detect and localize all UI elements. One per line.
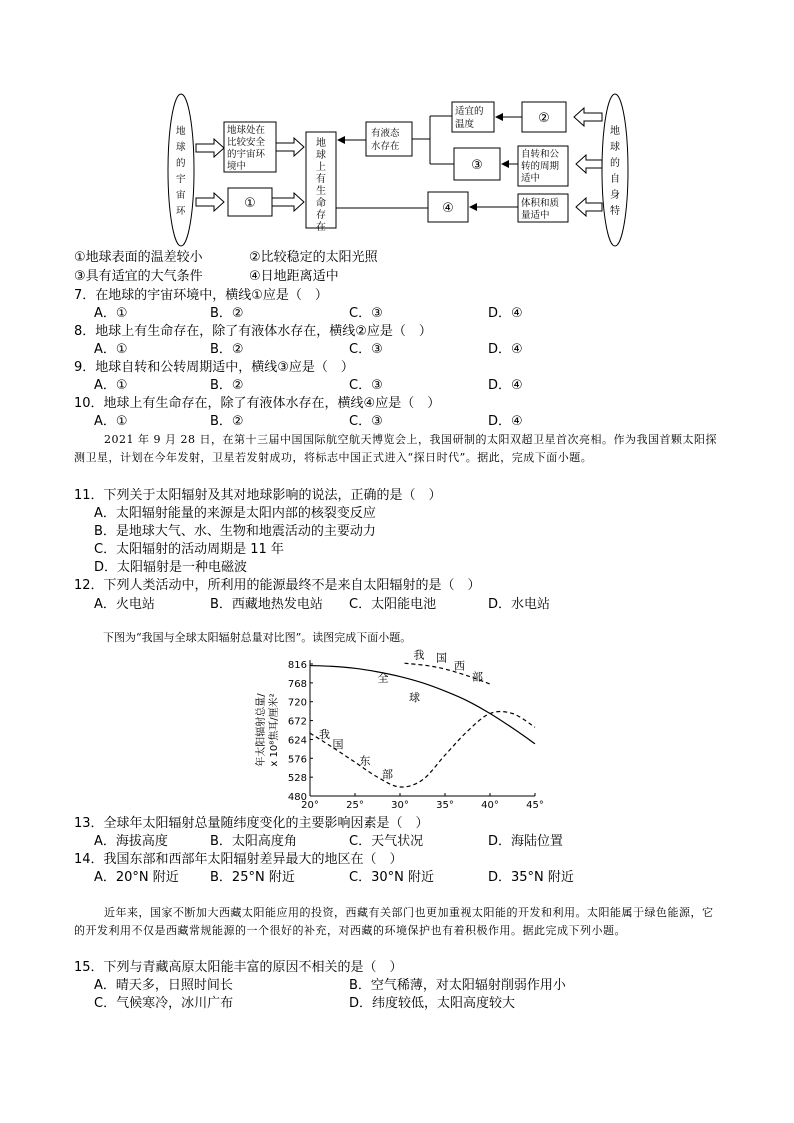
series-label-char: 西 [454,659,465,673]
question-8-option-d[interactable]: D．④ [488,342,523,357]
question-14-option-d[interactable]: D．35°N 附近 [488,870,574,885]
diagram-char: 地 [316,138,326,149]
series-label-char: 我 [413,648,425,662]
diagram-char: 有 [316,174,326,185]
question-12-option-a[interactable]: A．火电站 [94,597,155,612]
question-7-option-a[interactable]: A．① [94,306,128,321]
series-label-char: 我 [319,727,330,741]
y-tick-label: 720 [287,697,307,709]
hollow-arrow [576,155,602,173]
right-oval [602,94,628,246]
diagram-char: 球 [176,142,186,153]
x-tick-label: 45° [526,800,544,811]
question-11-option-a[interactable]: A．太阳辐射能量的来源是太阳内部的核裂变反应 [94,506,376,521]
question-9-option-a[interactable]: A．① [94,378,128,393]
y-axis-label: 年太阳辐射总量/ [256,693,267,767]
x-tick-label: 40° [481,800,499,811]
solar-radiation-chart [250,648,550,812]
series-china-east-line [310,712,535,787]
question-14-option-c[interactable]: C．30°N 附近 [349,870,434,885]
diagram-char: 生 [316,186,326,197]
earth-life-diagram [160,92,640,252]
question-9-option-b[interactable]: B．② [210,378,244,393]
diagram-char: 的 [610,158,620,169]
question-15-option-a[interactable]: A．晴天多，日照时间长 [94,978,233,993]
svg-text:①: ① [244,196,256,211]
question-8-option-c[interactable]: C．③ [349,342,383,357]
hollow-arrow [272,193,304,211]
y-axis-label: x 10⁸焦耳/厘米² [269,693,280,767]
series-global-line [310,666,535,744]
question-11-stem: 11．下列关于太阳辐射及其对地球影响的说法，正确的是（ ） [74,488,442,503]
question-15-option-d[interactable]: D．纬度较低，太阳高度较大 [349,996,516,1011]
svg-text:适宜的温度: 适宜的温度 [455,106,484,130]
diagram-char: 环 [176,206,186,217]
diagram-char: 命 [316,198,326,209]
question-8-stem: 8．地球上有生命存在，除了有液体水存在，横线②应是（ ） [74,324,432,339]
question-10-stem: 10．地球上有生命存在，除了有液体水存在，横线④应是（ ） [74,396,441,411]
diagram-char: 地 [176,126,186,137]
question-10-option-c[interactable]: C．③ [349,414,383,429]
left-oval [168,94,194,246]
question-7-option-c[interactable]: C．③ [349,306,383,321]
diagram-char: 宙 [176,190,186,201]
hollow-arrow [196,139,224,157]
question-13-option-b[interactable]: B．太阳高度角 [210,834,297,849]
svg-text:体积和质量适中: 体积和质量适中 [521,198,560,221]
question-13-option-c[interactable]: C．天气状况 [349,834,424,849]
diagram-char: 球 [316,150,326,161]
legend-item-4: ④日地距离适中 [249,269,339,284]
y-tick-label: 816 [287,660,307,671]
question-7-option-d[interactable]: D．④ [488,306,523,321]
y-tick-label: 480 [287,792,307,803]
legend-item-3: ③具有适宜的大气条件 [74,269,203,284]
hollow-arrow [576,198,602,216]
diagram-char: 特 [610,206,620,217]
question-9-option-c[interactable]: C．③ [349,378,383,393]
diagram-char: 上 [316,162,326,173]
question-10-option-b[interactable]: B．② [210,414,244,429]
svg-text:②: ② [538,111,550,126]
series-label-char: 部 [472,670,483,684]
legend-item-1: ①地球表面的温差较小 [74,250,203,265]
series-label-char: 部 [382,767,393,781]
chart-intro: 下图为“我国与全球太阳辐射总量对比图”。读图完成下面小题。 [103,631,412,644]
hollow-arrow [574,108,602,126]
hollow-arrow [196,193,224,211]
question-12-stem: 12．下列人类活动中，所利用的能源最终不是来自太阳辐射的是（ ） [74,578,481,593]
diagram-char: 的 [176,158,186,169]
diagram-char: 球 [610,142,620,153]
diagram-char: 在 [316,222,326,233]
x-tick-label: 35° [436,800,454,811]
series-label-char: 球 [409,690,420,704]
diagram-char: 身 [610,190,620,201]
y-tick-label: 672 [287,716,307,728]
series-label-char: 全 [377,671,389,685]
question-11-option-c[interactable]: C．太阳辐射的活动周期是 11 年 [94,542,284,557]
question-13-option-d[interactable]: D．海陆位置 [488,834,564,849]
x-tick-label: 25° [346,800,364,811]
series-label-char: 国 [436,651,447,665]
x-tick-label: 20° [301,800,319,811]
question-8-option-a[interactable]: A．① [94,342,128,357]
svg-text:④: ④ [442,201,454,216]
svg-text:地球处在比较安全 的宇宙环境中: 地球处在比较安全 的宇宙环境中 [227,125,266,172]
x-tick-label: 30° [391,800,409,811]
question-8-option-b[interactable]: B．② [210,342,244,357]
passage-tibet-solar: 近年来，国家不断加大西藏太阳能应用的投资，西藏有关部门也更加重视太阳能的开发和利用。太阳能属于绿色能源，它的开发利用不仅是西藏常规能源的一个很好的补充，对西藏的环境保护也有着积极作用。据此完成下列小题。 [74,906,714,937]
y-tick-label: 576 [287,754,307,766]
question-12-option-d[interactable]: D．水电站 [488,597,551,612]
y-tick-label: 624 [287,735,307,747]
svg-text:自转和公转的周期适中: 自转和公转的周期适中 [521,149,560,184]
series-label-char: 国 [332,738,344,752]
passage-solar-satellite: 2021 年 9 月 28 日，在第十三届中国国际航空航天博览会上，我国研制的太阳双超卫星首次亮相。作为我国首颗太阳探测卫星，计划在今年发射，卫星若发射成功，将标志中国正式进入“探日时代”。据此，完成下面小题。 [74,433,717,464]
diagram-char: 自 [610,174,620,185]
svg-text:③: ③ [471,158,483,173]
question-11-option-b[interactable]: B．是地球大气、水、生物和地震活动的主要动力 [94,524,376,539]
hollow-arrow [276,138,304,156]
question-15-option-c[interactable]: C．气候寒冷，冰川广布 [94,996,234,1011]
question-12-option-c[interactable]: C．太阳能电池 [349,597,437,612]
question-10-option-a[interactable]: A．① [94,414,128,429]
question-15-stem: 15．下列与青藏高原太阳能丰富的原因不相关的是（ ） [74,960,403,975]
diagram-char: 地 [610,126,620,137]
svg-text:有液态水存在: 有液态水存在 [371,128,400,152]
question-7-stem: 7．在地球的宇宙环境中，横线①应是（ ） [74,288,328,303]
question-13-stem: 13．全球年太阳辐射总量随纬度变化的主要影响因素是（ ） [74,816,429,831]
legend-item-2: ②比较稳定的太阳光照 [249,250,378,265]
question-14-stem: 14．我国东部和西部年太阳辐射差异最大的地区在（ ） [74,852,403,867]
question-12-option-b[interactable]: B．西藏地热发电站 [210,597,323,612]
diagram-char: 宇 [176,174,186,185]
y-tick-label: 528 [287,773,307,785]
question-9-option-d[interactable]: D．④ [488,378,523,393]
diagram-char: 存 [316,210,326,221]
question-13-option-a[interactable]: A．海拔高度 [94,834,168,849]
question-15-option-b[interactable]: B．空气稀薄，对太阳辐射削弱作用小 [349,978,566,993]
question-9-stem: 9．地球自转和公转周期适中，横线③应是（ ） [74,360,354,375]
series-label-char: 东 [359,754,371,768]
question-7-option-b[interactable]: B．② [210,306,244,321]
question-10-option-d[interactable]: D．④ [488,414,523,429]
question-11-option-d[interactable]: D．太阳辐射是一种电磁波 [94,560,248,575]
question-14-option-a[interactable]: A．20°N 附近 [94,870,179,885]
y-tick-label: 768 [287,678,307,690]
question-14-option-b[interactable]: B．25°N 附近 [210,870,295,885]
